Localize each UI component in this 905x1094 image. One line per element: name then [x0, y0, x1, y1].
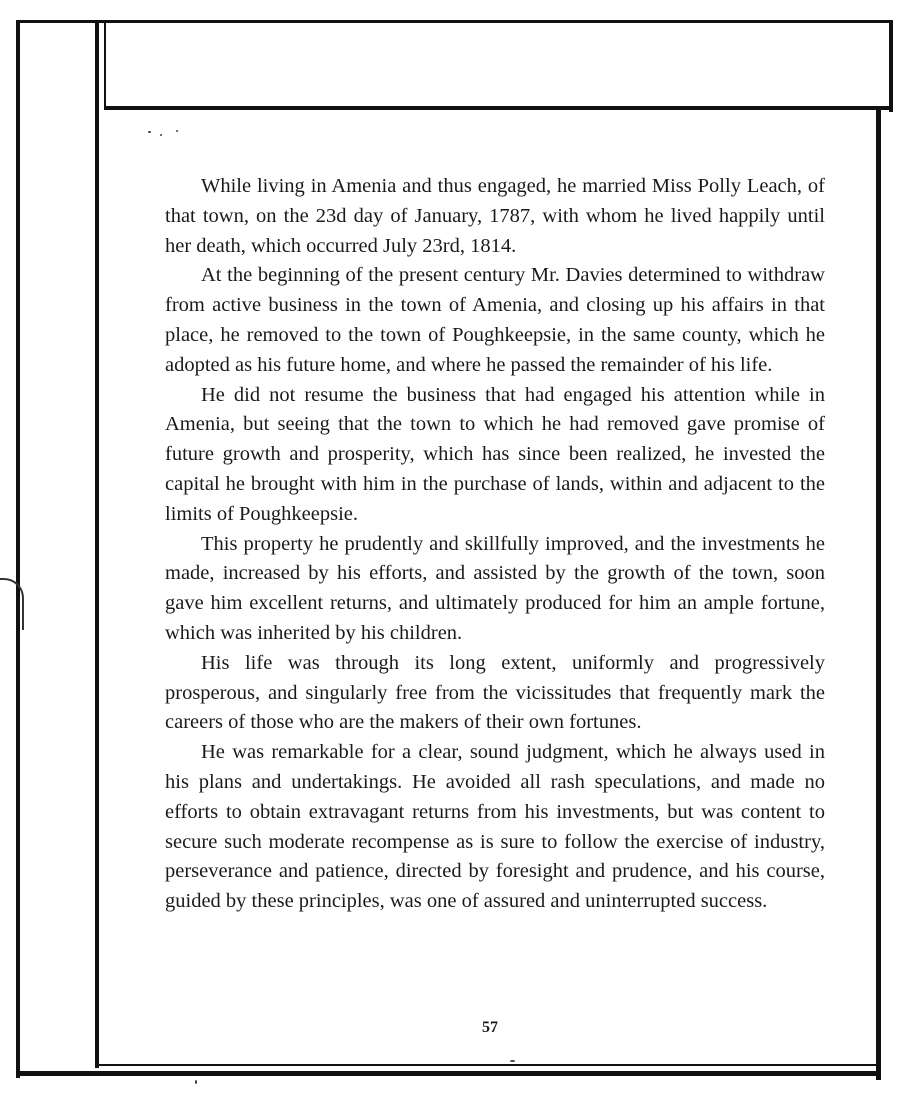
ink-speck	[510, 1060, 515, 1062]
page-body-text	[165, 172, 825, 917]
frame-right-rule	[876, 110, 881, 1080]
ink-speck	[195, 1080, 197, 1084]
frame-top-rule	[16, 20, 892, 23]
ink-speck	[176, 130, 178, 132]
frame-header-right-rule	[889, 20, 893, 112]
frame-header-left-rule	[104, 20, 106, 110]
paragraph: While living in Amenia and thus engaged, he married Miss Polly Leach, of that town, on the 23d day of January, 1787, with whom he lived happily until her death, which occurred July 23rd, 1814.	[165, 175, 825, 257]
page-edge-curl	[0, 578, 24, 630]
frame-inner-left-rule	[95, 20, 99, 1068]
paragraph: His life was through its long extent, uniformly and progressively prosperous, and singularly free from the vicissitudes that frequently mark the careers of those who are the makers of their own fortunes.	[165, 651, 825, 734]
paragraph: He was remarkable for a clear, sound judgment, which he always used in his plans and undertakings. He avoided all rash speculations, and made no efforts to obtain extravagant returns from his investments, but was content to secure such moderate recompense as is sure to follow the exercise of industry, perseverance and patience, directed by foresight and prudence, and his course, guided by these principles, was one of assured and uninterrupted success.	[165, 741, 825, 913]
frame-bottom-rule	[16, 1071, 881, 1076]
frame-outer-left-rule	[16, 20, 20, 1078]
page-number: 57	[482, 1019, 498, 1036]
paragraph: At the beginning of the present century Mr. Davies determined to withdraw from active business in the town of Amenia, and closing up his affairs in that place, he removed to the town of Poughkeepsie, in the same county, which he adopted as his future home, and where he passed the remainder of his life.	[165, 264, 825, 376]
ink-speck	[160, 134, 162, 136]
frame-header-bottom-rule	[104, 106, 893, 110]
paragraph: He did not resume the business that had engaged his attention while in Amenia, but seeing that the town to which he had removed gave promise of future growth and prosperity, which has since been realized, he invested the capital he brought with him in the purchase of lands, within and adjacent to the limits of Poughkeepsie.	[165, 383, 825, 525]
frame-bottom-inner-rule	[95, 1064, 881, 1066]
paragraph: This property he prudently and skillfully improved, and the investments he made, increased by his efforts, and assisted by the growth of the town, soon gave him excellent returns, and ultimately produced for him an ample fortune, which was inherited by his children.	[165, 532, 825, 644]
ink-speck	[148, 131, 151, 133]
